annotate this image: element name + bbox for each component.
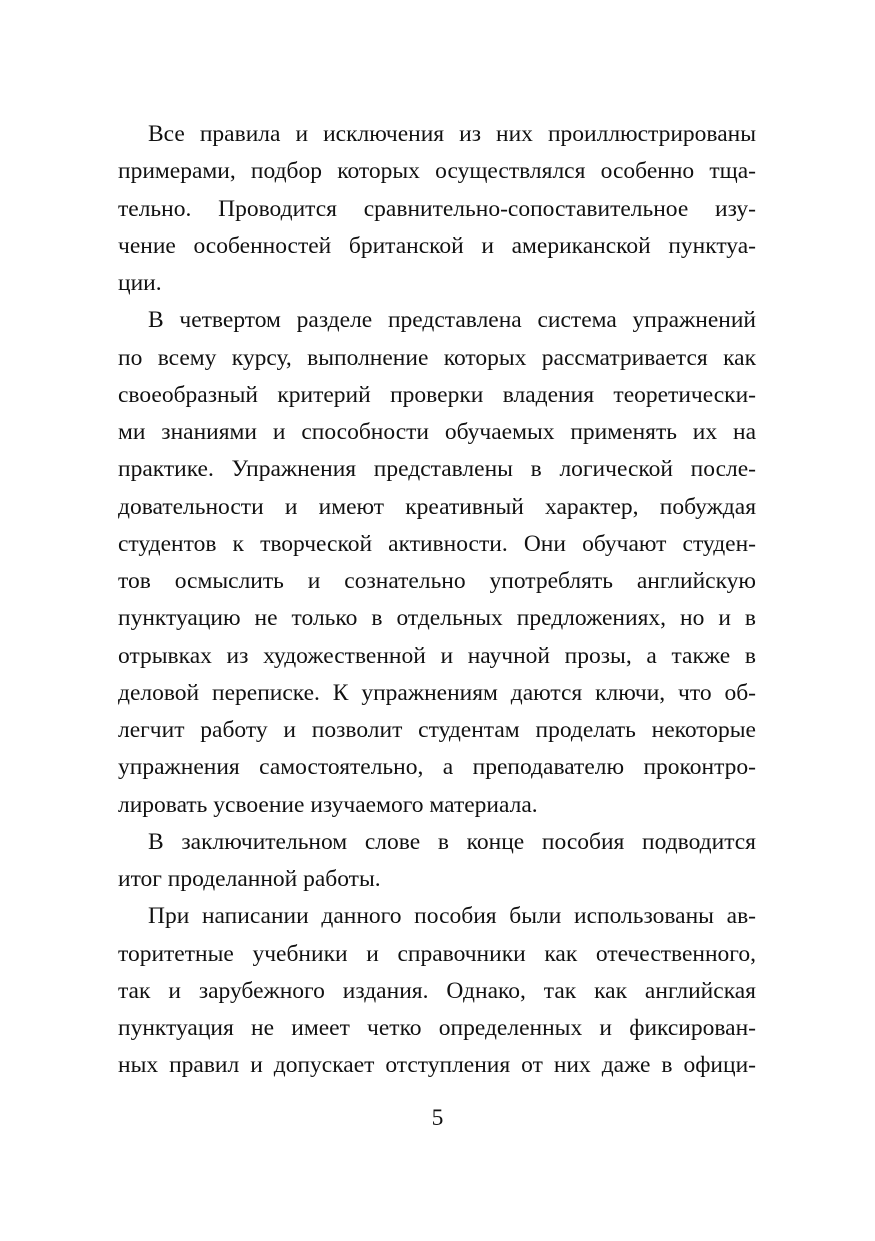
- text-line: так и зарубежного издания. Однако, так как английская: [118, 977, 756, 1004]
- text-line: чение особенностей британской и американской пунктуа-: [118, 232, 756, 259]
- text-line: ных правил и допускает отступления от них даже в офици-: [118, 1052, 756, 1079]
- text-line: пунктуация не имеет четко определенных и фиксирован-: [118, 1015, 756, 1041]
- text-line: Все правила и исключения из них проиллюстрированы: [148, 121, 756, 147]
- text-line: отрывках из художественной и научной прозы, а также в: [118, 642, 756, 669]
- text-line: довательности и имеют креативный характер, побуждая: [118, 493, 756, 520]
- text-line: упражнения самостоятельно, а преподавателю проконтро-: [118, 754, 756, 781]
- text-line: При написании данного пособия были использованы ав-: [148, 903, 756, 930]
- text-line: пунктуацию не только в отдельных предложениях, но и в: [118, 605, 756, 632]
- text-line: ции.: [118, 270, 162, 296]
- text-line: практике. Упражнения представлены в логической после-: [118, 456, 756, 483]
- text-line: ми знаниями и способности обучаемых применять их на: [118, 419, 756, 445]
- text-line: студентов к творческой активности. Они обучают студен-: [118, 530, 756, 557]
- text-line: тов осмыслить и сознательно употреблять английскую: [118, 568, 756, 594]
- text-line: примерами, подбор которых осуществлялся особенно тща-: [118, 158, 756, 185]
- text-line: по всему курсу, выполнение которых рассматривается как: [118, 344, 756, 371]
- paragraph-3: [118, 824, 756, 899]
- paragraph-1: [118, 116, 756, 302]
- text-line: деловой переписке. К упражнениям даются ключи, что об-: [118, 679, 756, 706]
- page-number: 5: [431, 1105, 444, 1131]
- text-line: своеобразный критерий проверки владения теоретически-: [118, 381, 756, 408]
- text-line: тельно. Проводится сравнительно-сопоставительное изу-: [118, 195, 756, 222]
- text-line: В четвертом разделе представлена система упражнений: [148, 307, 756, 334]
- body-text: [118, 116, 756, 1085]
- paragraph-4: [118, 898, 756, 1084]
- text-line: торитетные учебники и справочники как отечественного,: [118, 940, 756, 967]
- text-line: итог проделанной работы.: [118, 866, 381, 892]
- text-line: легчит работу и позволит студентам проделать некоторые: [118, 717, 756, 743]
- text-line: В заключительном слове в конце пособия подводится: [148, 828, 756, 855]
- text-line: лировать усвоение изучаемого материала.: [118, 791, 538, 818]
- paragraph-2: [118, 302, 756, 824]
